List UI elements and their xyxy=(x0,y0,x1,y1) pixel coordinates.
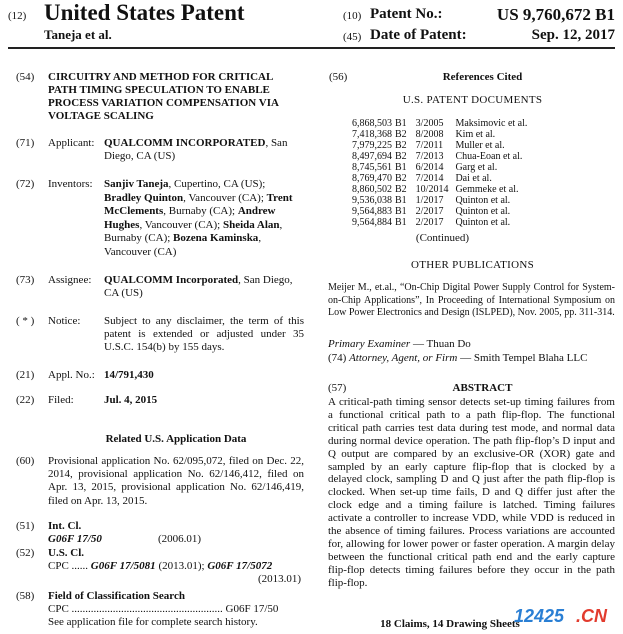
refs-heading: References Cited xyxy=(442,71,523,83)
ref-date: 6/2014 xyxy=(415,162,444,173)
us-docs-heading: U.S. PATENT DOCUMENTS xyxy=(402,94,543,106)
filed-label: Filed: xyxy=(48,394,74,406)
field-cpc: CPC ....................................................... G06F 17/50 xyxy=(48,603,279,615)
intcl-year: (2006.01) xyxy=(158,533,202,545)
intcl-class: G06F 17/50 xyxy=(48,533,102,545)
patent-date: Sep. 12, 2017 xyxy=(531,27,615,43)
field-code: (58) xyxy=(16,590,35,602)
site-watermark xyxy=(514,604,615,626)
ref-date: 1/2017 xyxy=(415,195,444,206)
inventor-location: , Vancouver (CA); xyxy=(139,218,221,231)
attorney-name: — Smith Tempel Blaha LLC xyxy=(457,352,588,364)
ref-number: 7,979,225 xyxy=(352,140,392,151)
assignee xyxy=(104,274,304,300)
ref-number: 7,418,368 xyxy=(352,129,392,140)
watermark-logo xyxy=(514,604,615,626)
ref-name: Maksimovic et al. xyxy=(455,118,528,129)
assignee-location: , San Diego, CA (US) xyxy=(104,274,293,299)
uscl-cpc1-year: (2013.01); xyxy=(158,560,205,572)
ref-date: 2/2017 xyxy=(415,217,444,228)
appl-number: 14/791,430 xyxy=(104,369,154,381)
inventor-location: , Cupertino, CA (US); xyxy=(168,178,266,190)
ref-kind: B1 xyxy=(395,162,407,173)
applicant-location: , San Diego, CA (US) xyxy=(104,137,288,162)
ref-date: 8/2008 xyxy=(415,129,444,140)
ref-name: Garg et al. xyxy=(455,162,498,173)
ref-date: 2/2017 xyxy=(415,206,444,217)
ref-kind: B2 xyxy=(395,184,407,195)
related-code: (60) xyxy=(16,455,35,467)
reference-row xyxy=(352,217,530,228)
watermark-digits: 12425 xyxy=(514,606,565,626)
uscl-cpc2: G06F 17/5072 xyxy=(207,560,273,572)
other-publication: Meijer M., et.al., “On-Chip Digital Power Supply Control for System-on-Chip Applications”, In Proceeding of International Symposium on Low Power Electronics and Design (ISLPED), Nov. 2005, pp. 311-314. xyxy=(328,282,615,318)
examiner-name: — Thuan Do xyxy=(410,338,471,350)
filed-date: Jul. 4, 2015 xyxy=(104,394,158,406)
header-left-code: (12) xyxy=(8,10,27,22)
ref-kind: B1 xyxy=(395,206,407,217)
field-label: Field of Classification Search xyxy=(48,590,185,602)
inventor-name: Sanjiv Taneja xyxy=(104,178,169,190)
ref-kind: B1 xyxy=(395,195,407,206)
notice-label: Notice: xyxy=(48,315,81,327)
ref-kind: B2 xyxy=(395,129,407,140)
ref-date: 7/2013 xyxy=(415,151,444,162)
uscl-label: U.S. Cl. xyxy=(48,547,85,559)
applicant xyxy=(104,137,304,163)
ref-date: 7/2011 xyxy=(415,140,444,151)
ref-name: Chua-Eoan et al. xyxy=(455,151,523,162)
references-table xyxy=(352,118,530,228)
ref-name: Quinton et al. xyxy=(455,195,511,206)
attorney-code: (74) xyxy=(328,352,347,364)
reference-row xyxy=(352,195,530,206)
ref-kind: B2 xyxy=(395,151,407,162)
attorney xyxy=(328,352,615,365)
abstract-code: (57) xyxy=(328,382,347,394)
ref-number: 8,745,561 xyxy=(352,162,392,173)
intcl-label: Int. Cl. xyxy=(48,520,82,532)
examiner-label: Primary Examiner xyxy=(328,338,411,350)
appl-label: Appl. No.: xyxy=(48,369,95,381)
header-title: United States Patent xyxy=(44,0,245,25)
refs-continued: (Continued) xyxy=(415,232,470,244)
uscl-code: (52) xyxy=(16,547,35,559)
assignee-code: (73) xyxy=(16,274,35,286)
inventor-location: , Burnaby (CA); xyxy=(163,205,236,217)
patent-no-code: (10) xyxy=(343,10,362,22)
applicant-label: Applicant: xyxy=(48,137,95,149)
inventor-name: Bozena Kaminska xyxy=(173,232,259,244)
patent-no-label: Patent No.: xyxy=(370,6,443,22)
uscl-cpc-prefix: CPC ...... xyxy=(48,560,89,572)
related-text: Provisional application No. 62/095,072, filed on Dec. 22, 2014, provisional application No. 62/146,412, filed on Apr. 13, 2015, provisional application No. 62/146,419, filed on Apr. 13, 2015. xyxy=(48,455,304,507)
reference-row xyxy=(352,162,530,173)
applicant-code: (71) xyxy=(16,137,35,149)
claims-summary: 18 Claims, 14 Drawing Sheets xyxy=(380,618,520,630)
date-label: Date of Patent: xyxy=(370,27,467,43)
uscl-cpc1: G06F 17/5081 xyxy=(90,560,156,572)
assignee-label: Assignee: xyxy=(48,274,92,286)
other-pubs-heading: OTHER PUBLICATIONS xyxy=(410,259,535,271)
header-divider xyxy=(8,47,615,49)
refs-code: (56) xyxy=(329,71,348,83)
inventor-name: Bradley Quinton xyxy=(104,191,184,204)
invention-title: CIRCUITRY AND METHOD FOR CRITICAL PATH TIMING SPECULATION TO ENABLE PROCESS VARIATION COMPENSATION VIA VOLTAGE SCALING xyxy=(48,71,279,122)
reference-row xyxy=(352,173,530,184)
uscl-cpc-line xyxy=(48,560,306,573)
inventor-name: Sheida Alan xyxy=(222,218,280,231)
ref-kind: B2 xyxy=(395,140,407,151)
ref-number: 9,536,038 xyxy=(352,195,392,206)
related-heading: Related U.S. Application Data xyxy=(105,433,247,445)
abstract-heading: ABSTRACT xyxy=(452,382,513,394)
ref-number: 9,564,883 xyxy=(352,206,392,217)
ref-name: Gemmeke et al. xyxy=(455,184,519,195)
header-inventors: Taneja et al. xyxy=(44,27,112,42)
abstract-text: A critical-path timing sensor detects set-up timing failures from a functional critical path to a path flip-flop. The functional critical path carries test data during test mode, and normal data during normal device operation. The path flip-flop’s D input and Q output are compared by an exclusive-OR (XOR) gate and sampled by an early capture flip-flop that is clocked by a delayed clock, sampling D and Q just after the path flip-flop is clocked. When set-up time fails, D and Q differ just after the clock edge and a timing failure is latched. Timing failures activate a controller to increase VDD, while VDD is reduced in the absence of timing failures. Process variations are accounted for, allowing for lower power or faster operation. A margin delay between the functional critical path end and the early capture flip-flop detects timing failures before they occur in the path flip-flop. xyxy=(328,396,615,589)
inventors-code: (72) xyxy=(16,178,35,190)
ref-number: 8,860,502 xyxy=(352,184,392,195)
reference-row xyxy=(352,129,530,140)
ref-date: 7/2014 xyxy=(415,173,444,184)
ref-name: Dai et al. xyxy=(455,173,492,184)
appl-code: (21) xyxy=(16,369,35,381)
field-note: See application file for complete search history. xyxy=(48,616,258,628)
reference-row xyxy=(352,151,530,162)
applicant-name: QUALCOMM INCORPORATED xyxy=(104,137,266,149)
ref-name: Quinton et al. xyxy=(455,206,511,217)
reference-row xyxy=(352,184,530,195)
reference-row xyxy=(352,206,530,217)
reference-row xyxy=(352,118,530,129)
notice-code: ( * ) xyxy=(16,315,35,327)
ref-name: Kim et al. xyxy=(455,129,496,140)
intcl-code: (51) xyxy=(16,520,35,532)
assignee-name: QUALCOMM Incorporated xyxy=(104,274,239,286)
title-code: (54) xyxy=(16,71,35,83)
inventor-location: , Vancouver (CA); xyxy=(183,191,264,204)
ref-number: 9,564,884 xyxy=(352,217,392,228)
ref-number: 8,497,694 xyxy=(352,151,392,162)
ref-date: 10/2014 xyxy=(415,184,449,195)
inventor-location: , Vancouver (CA) xyxy=(104,232,262,258)
date-code: (45) xyxy=(343,31,362,43)
ref-kind: B1 xyxy=(395,118,407,129)
inventor-name: Trent McClements xyxy=(104,191,293,217)
watermark-tld: .CN xyxy=(576,606,607,626)
inventor-name: Andrew Hughes xyxy=(104,205,276,231)
attorney-label: Attorney, Agent, or Firm xyxy=(349,352,458,364)
ref-kind: B2 xyxy=(395,173,407,184)
ref-name: Muller et al. xyxy=(455,140,505,151)
ref-name: Quinton et al. xyxy=(455,217,511,228)
inventor-location: , Burnaby (CA); xyxy=(104,218,283,244)
inventors-list xyxy=(104,178,304,259)
ref-kind: B1 xyxy=(395,217,407,228)
ref-date: 3/2005 xyxy=(415,118,444,129)
ref-number: 6,868,503 xyxy=(352,118,392,129)
reference-row xyxy=(352,140,530,151)
notice-text: Subject to any disclaimer, the term of this patent is extended or adjusted under 35 U.S.C. 154(b) by 155 days. xyxy=(104,315,304,353)
ref-number: 8,769,470 xyxy=(352,173,392,184)
filed-code: (22) xyxy=(16,394,35,406)
patent-number: US 9,760,672 B1 xyxy=(496,5,615,24)
inventors-label: Inventors: xyxy=(48,178,93,190)
primary-examiner xyxy=(328,338,615,351)
uscl-cpc2-year: (2013.01) xyxy=(258,573,302,585)
